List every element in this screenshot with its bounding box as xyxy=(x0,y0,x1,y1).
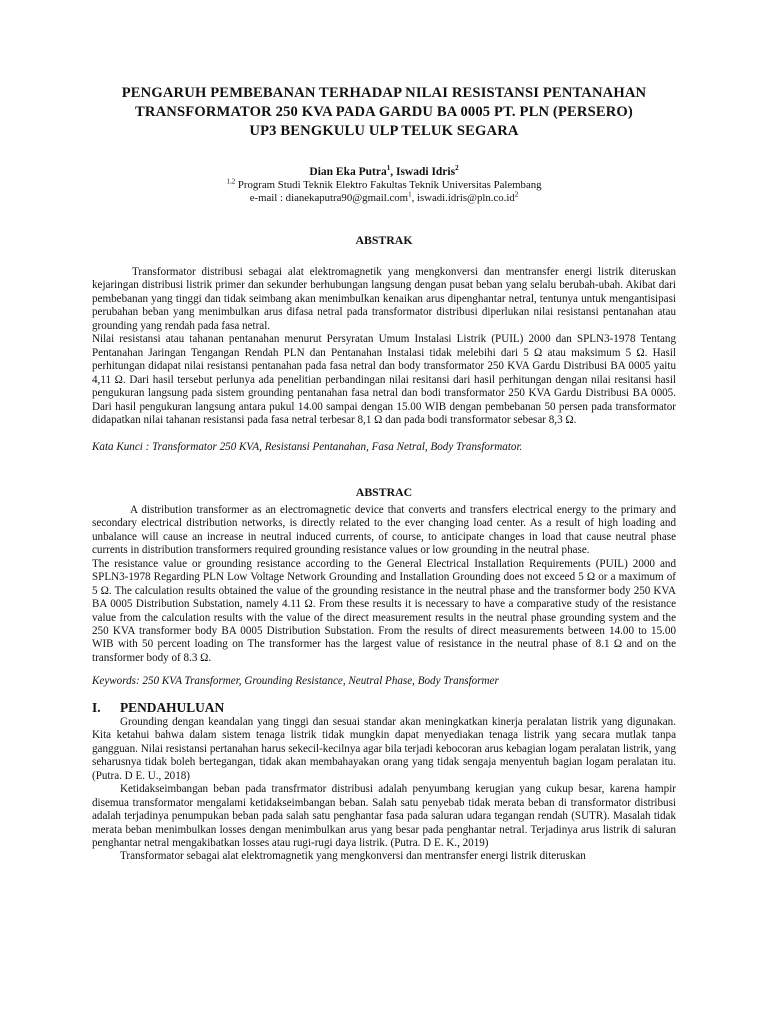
abstrac-keywords: Keywords: 250 KVA Transformer, Grounding Resistance, Neutral Phase, Body Transformer xyxy=(92,675,499,688)
pendahuluan-paragraph-2: Ketidakseimbangan beban pada transfrmator distribusi adalah penyumbang kerugian yang cukup besar, karena hampir disemua transformator mengalami ketidakseimbangan beban. Salah satu penyebab tidak merata beban di transformator distribusi adalah terjadinya penumpukan beban pada salah satu penghantar fasa pada saluran udara tegangan rendah (SUTR). Masalah tidak merata beban menimbulkan losses dengan menimbulkan arus yang besar pada penghantar netral. Terjadinya arus listrik di saluran penghantar netral mengakibatkan losses atau rugi-rugi daya listrik. (Putra. D E. K., 2019) xyxy=(92,783,676,849)
author-1: Dian Eka Putra xyxy=(309,166,387,178)
abstrac-paragraph-1: A distribution transformer as an electromagnetic device that converts and transfers electrical energy to the primary and secondary electrical distribution networks, is directly related to the ever changing load center. As a result of high loading and unbalance will cause an increase in neutral induced currents, of course, to anticipate changes in load that cause neutral phase currents in distribution transformers required grounding resistance values or low grounding in the neutral phase. xyxy=(92,503,676,557)
author-separator: , xyxy=(390,166,396,178)
email-2: , iswadi.idris@pln.co.id xyxy=(411,192,515,204)
title-line-2: TRANSFORMATOR 250 KVA PADA GARDU BA 0005 PT. PLN (PERSERO) xyxy=(135,104,633,120)
section-heading-pendahuluan xyxy=(92,700,676,716)
abstrak-keywords: Kata Kunci : Transformator 250 KVA, Resistansi Pentanahan, Fasa Netral, Body Transformator. xyxy=(92,441,523,454)
author-2-marker: 2 xyxy=(455,164,459,173)
email-line xyxy=(92,192,676,205)
abstrak-paragraph-1: Transformator distribusi sebagai alat elektromagnetik yang mengkonversi dan mentransfer energi listrik diteruskan kejaringan distribusi listrik primer dan sekunder berhubungan langsung dengan pusat beban yang selalu berubah-ubah. Akibat dari pembebanan yang tinggi dan tidak seimbang akan menimbulkan kenaikan arus dipenghantar netral, tentunya untuk mengantisipasi perubahan beban yang menimbulkan arus difasa netral pada transformator distribusi diperlukan nilai resistansi pentanahan atau grounding yang rendah pada fasa netral. xyxy=(92,266,676,332)
abstrak-heading: ABSTRAK xyxy=(355,233,413,247)
author-list xyxy=(92,165,676,179)
abstrac-heading: ABSTRAC xyxy=(355,484,413,499)
email-1: e-mail : dianekaputra90@gmail.com xyxy=(249,192,409,204)
pendahuluan-paragraph-3: Transformator sebagai alat elektromagnetik yang mengkonversi dan mentransfer energi listrik diteruskan xyxy=(120,850,586,863)
pendahuluan-paragraph-1: Grounding dengan keandalan yang tinggi dan sesuai standar akan meningkatkan kinerja peralatan listrik yang digunakan. Kita ketahui bahwa dalam sistem tenaga listrik tidak mungkin dapat menyediakan tenaga listrik yang secara mutlak tanpa gangguan. Nilai resistansi pertanahan harus sekecil-kecilnya agar bila terjadi kebocoran arus kebagian logam peralatan listrik, yang seharusnya tidak boleh bertegangan, tidak akan membahayakan orang yang tidak sengaja menyentuh bagian logam peralatan itu. (Putra. D E. U., 2018) xyxy=(92,715,676,782)
affiliation-text: Program Studi Teknik Elektro Fakultas Teknik Universitas Palembang xyxy=(235,179,542,191)
section-title: PENDAHULUAN xyxy=(120,699,225,715)
affiliation xyxy=(92,179,676,192)
email-2-marker: 2 xyxy=(514,190,519,199)
author-2: Iswadi Idris xyxy=(395,166,456,178)
author-1-marker: 1 xyxy=(386,164,391,173)
email-1-marker: 1 xyxy=(408,190,412,199)
paper-title xyxy=(92,84,676,141)
abstrac-paragraph-2: The resistance value or grounding resistance according to the General Electrical Installation Requirements (PUIL) 2000 and SPLN3-1978 Regarding PLN Low Voltage Network Grounding and Installation Grounding does not exceed 5 Ω or a maximum of 5 Ω. The calculation results obtained the value of the grounding resistance in the neutral phase and the transformer body 250 KVA BA 0005 Distribution Substation, namely 4.11 Ω. From these results it is necessary to have a comparative study of the resistance value from the calculation results with the value of the direct measurement results in the neutral phase grounding system and the 250 KVA transformer body BA 0005 Distribution Substation. From the results of direct measurements between 14.00 to 15.00 WIB with 50 percent loading on The transformer has the largest value of resistance in the neutral phase of 8.1 Ω and on the transformer body of 8.3 Ω. xyxy=(92,557,676,664)
title-line-3: UP3 BENGKULU ULP TELUK SEGARA xyxy=(249,123,519,139)
affiliation-marker: 1,2 xyxy=(226,177,236,186)
title-line-1: PENGARUH PEMBEBANAN TERHADAP NILAI RESISTANSI PENTANAHAN xyxy=(121,85,647,101)
abstrak-paragraph-2: Nilai resistansi atau tahanan pentanahan menurut Persyratan Umum Instalasi Listrik (PUIL) 2000 dan SPLN3-1978 Tentang Pentanahan Jaringan Tengangan Rendah PLN dan Pentanahan Instalasi tidak melebihi dari 5 Ω atau maksimum 5 Ω. Hasil perhitungan didapat nilai resistansi pentanahan pada fasa netral dan body transformator 250 KVA Gardu Distribusi BA 0005 yaitu 4,11 Ω. Dari hasil tersebut perlunya ada penelitian perbandingan nilai resitansi dari hasil perhitungan dengan nilai resitansi hasil pengukuran langsung pada sistem grounding pentanahan fasa netral dan bodi transformator 250 KVA Gardu Distribusi BA 0005. Dari hasil pengukuran langsung antara pukul 14.00 sampai dengan 15.00 WIB dengan pembebanan 50 persen pada transformator didapatkan nilai tahanan resistansi pada fasa netral terbesar 8,1 Ω dan pada bodi transformator sebesar 8,3 Ω. xyxy=(92,333,676,426)
section-number: I. xyxy=(92,699,101,715)
